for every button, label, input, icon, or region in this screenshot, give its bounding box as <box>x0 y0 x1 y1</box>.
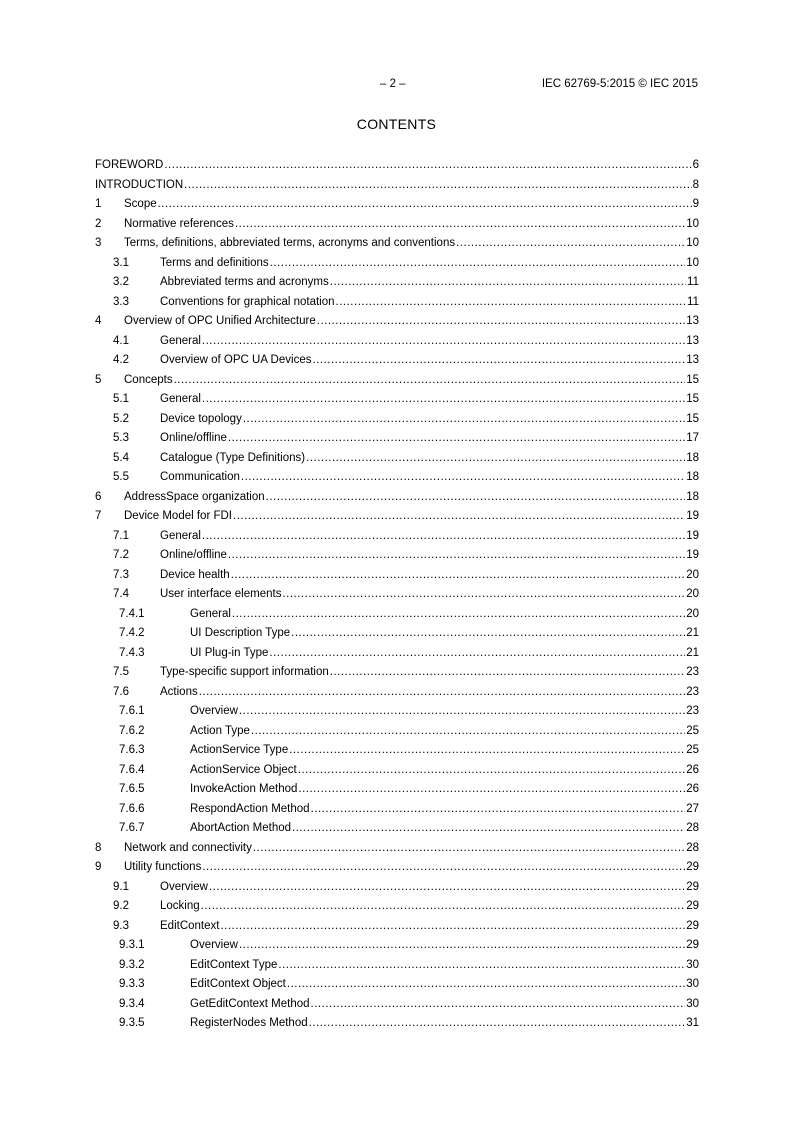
toc-entry[interactable] <box>95 295 699 309</box>
dot-leader <box>330 665 685 679</box>
toc-entry[interactable] <box>95 685 699 699</box>
toc-entry-title: Network and connectivity <box>124 841 252 854</box>
toc-entry[interactable] <box>95 236 699 250</box>
toc-entry-page: 29 <box>686 919 699 932</box>
toc-entry[interactable] <box>95 197 699 211</box>
dot-leader <box>174 373 686 387</box>
dot-leader <box>202 392 685 406</box>
toc-entry[interactable] <box>95 353 699 367</box>
toc-entry-title: RespondAction Method <box>190 802 310 815</box>
toc-entry-page: 18 <box>686 471 699 483</box>
toc-entry-title: AbortAction Method <box>190 822 292 834</box>
dot-leader <box>269 646 685 660</box>
toc-entry-number: 2 <box>95 217 102 230</box>
dot-leader <box>311 997 686 1011</box>
toc-entry-title: Concepts <box>124 373 173 386</box>
toc-entry[interactable] <box>95 860 699 874</box>
toc-entry-page: 10 <box>686 256 699 269</box>
toc-entry-title: Communication <box>160 471 240 483</box>
toc-entry-page: 30 <box>686 997 699 1010</box>
toc-entry[interactable] <box>95 529 699 543</box>
dot-leader <box>158 197 692 211</box>
toc-entry-title: Action Type <box>190 724 250 737</box>
dot-leader <box>312 353 685 367</box>
toc-entry-number: 7.4.3 <box>119 646 145 659</box>
dot-leader <box>289 743 685 757</box>
toc-entry-page: 31 <box>686 1017 699 1029</box>
dot-leader <box>330 275 686 289</box>
toc-entry-number: 4.1 <box>113 334 129 347</box>
toc-entry[interactable] <box>95 919 699 933</box>
dot-leader <box>235 217 685 231</box>
page-header <box>0 78 793 92</box>
toc-entry[interactable] <box>95 821 699 835</box>
toc-entry-title: Overview <box>190 705 238 717</box>
toc-entry-title: UI Plug-in Type <box>190 646 269 659</box>
toc-entry-number: 7.4 <box>113 588 129 600</box>
dot-leader <box>228 548 685 562</box>
dot-leader <box>336 295 687 309</box>
toc-entry-page: 25 <box>686 724 699 737</box>
toc-entry[interactable] <box>95 724 699 738</box>
dot-leader <box>282 587 685 601</box>
toc-entry-number: 3.2 <box>113 276 129 288</box>
toc-entry-title: Abbreviated terms and acronyms <box>160 276 329 288</box>
toc-entry-page: 26 <box>686 763 699 776</box>
toc-entry-page: 25 <box>686 744 699 756</box>
dot-leader <box>266 490 686 504</box>
toc-entry-number: 9.3.3 <box>119 978 145 990</box>
toc-entry-page: 27 <box>686 802 699 815</box>
dot-leader <box>298 763 685 777</box>
dot-leader <box>251 724 685 738</box>
toc-entry-number: 7.1 <box>113 529 129 542</box>
toc-entry[interactable] <box>95 451 699 465</box>
toc-entry[interactable] <box>95 802 699 816</box>
toc-entry-number: 7.5 <box>113 666 129 678</box>
page-number: – 2 – <box>380 78 406 90</box>
toc-entry[interactable] <box>95 587 699 601</box>
toc-entry-number: 8 <box>95 841 102 854</box>
toc-entry[interactable] <box>95 743 699 757</box>
toc-entry[interactable] <box>95 275 699 289</box>
toc-entry[interactable] <box>95 704 699 718</box>
dot-leader <box>201 899 686 913</box>
toc-entry[interactable] <box>95 158 699 172</box>
dot-leader <box>202 860 685 874</box>
toc-entry[interactable] <box>95 997 699 1011</box>
toc-entry-number: 7.6.6 <box>119 802 145 815</box>
toc-entry-page: 15 <box>686 373 699 386</box>
toc-entry-page: 20 <box>686 588 699 600</box>
toc-entry-title: User interface elements <box>160 588 282 600</box>
toc-entry-number: 9 <box>95 861 102 873</box>
dot-leader <box>233 509 685 523</box>
toc-entry[interactable] <box>95 412 699 426</box>
dot-leader <box>456 236 685 250</box>
toc-entry-number: 7.6.2 <box>119 724 145 737</box>
toc-entry-page: 28 <box>686 841 699 854</box>
toc-entry[interactable] <box>95 626 699 640</box>
toc-entry[interactable] <box>95 958 699 972</box>
toc-entry-page: 19 <box>686 549 699 561</box>
toc-entry-title: Locking <box>160 900 200 912</box>
dot-leader <box>311 802 686 816</box>
toc-entry[interactable] <box>95 880 699 894</box>
toc-entry-title: EditContext <box>160 919 220 932</box>
toc-entry[interactable] <box>95 373 699 387</box>
toc-entry-number: 7 <box>95 510 102 522</box>
toc-entry[interactable] <box>95 977 699 991</box>
toc-entry-title: General <box>190 607 231 620</box>
toc-entry[interactable] <box>95 763 699 777</box>
toc-entry-page: 18 <box>686 451 699 464</box>
toc-entry-number: 9.3 <box>113 919 129 932</box>
dot-leader <box>202 529 685 543</box>
toc-entry-page: 21 <box>686 646 699 659</box>
toc-entry-number: 9.2 <box>113 900 129 912</box>
dot-leader <box>317 314 685 328</box>
toc-entry[interactable] <box>95 568 699 582</box>
toc-entry-title: Overview <box>160 880 208 893</box>
toc-entry[interactable] <box>95 334 699 348</box>
toc-entry-number: 7.6.1 <box>119 705 145 717</box>
toc-entry-page: 19 <box>686 529 699 542</box>
toc-entry-title: Overview of OPC UA Devices <box>160 354 312 366</box>
dot-leader <box>228 431 685 445</box>
toc-entry[interactable] <box>95 509 699 523</box>
toc-entry-number: 9.3.2 <box>119 958 145 971</box>
toc-entry[interactable] <box>95 431 699 445</box>
toc-entry-page: 29 <box>686 880 699 893</box>
toc-entry[interactable] <box>95 899 699 913</box>
toc-entry-number: 7.4.2 <box>119 627 145 639</box>
dot-leader <box>243 412 685 426</box>
toc-entry-title: Type-specific support information <box>160 666 329 678</box>
toc-entry-number: 7.2 <box>113 549 129 561</box>
toc-entry-page: 29 <box>686 900 699 912</box>
toc-entry-page: 6 <box>692 159 699 171</box>
toc-entry-page: 23 <box>686 705 699 717</box>
dot-leader <box>306 451 685 465</box>
toc-entry[interactable] <box>95 256 699 270</box>
dot-leader <box>241 470 685 484</box>
toc-entry-title: Terms, definitions, abbreviated terms, acronyms and conventions <box>124 237 456 249</box>
toc-entry-title: Device topology <box>160 412 242 425</box>
toc-entry-title: Overview of OPC Unified Architecture <box>124 315 316 327</box>
toc-entry-page: 15 <box>686 412 699 425</box>
dot-leader <box>298 782 685 796</box>
dot-leader <box>278 958 685 972</box>
toc-entry-number: 7.6.3 <box>119 744 145 756</box>
toc-entry-page: 29 <box>686 861 699 873</box>
toc-entry-number: 5.5 <box>113 471 129 483</box>
toc-entry-page: 30 <box>686 978 699 990</box>
toc-entry[interactable] <box>95 665 699 679</box>
toc-entry-number: 9.3.5 <box>119 1017 145 1029</box>
toc-entry-title: Utility functions <box>124 861 202 873</box>
toc-entry-title: General <box>160 529 201 542</box>
toc-entry-title: FOREWORD <box>95 159 164 171</box>
toc-entry-title: Catalogue (Type Definitions) <box>160 451 306 464</box>
toc-entry-number: 9.3.4 <box>119 997 145 1010</box>
toc-entry-number: 7.6.7 <box>119 822 145 834</box>
toc-entry[interactable] <box>95 607 699 621</box>
toc-entry-number: 3.1 <box>113 256 129 269</box>
dot-leader <box>287 977 685 991</box>
toc-entry-page: 28 <box>686 822 699 834</box>
toc-entry-page: 23 <box>686 685 699 698</box>
toc-entry-page: 9 <box>692 198 699 210</box>
toc-entry[interactable] <box>95 392 699 406</box>
dot-leader <box>231 568 686 582</box>
toc-entry-page: 10 <box>686 237 699 249</box>
toc-entry-page: 21 <box>686 627 699 639</box>
dot-leader <box>199 685 685 699</box>
toc-entry-number: 4.2 <box>113 354 129 366</box>
toc-entry[interactable] <box>95 841 699 855</box>
dot-leader <box>270 256 686 270</box>
toc-entry-page: 20 <box>686 568 699 581</box>
toc-entry-title: Online/offline <box>160 549 227 561</box>
dot-leader <box>292 821 685 835</box>
toc-entry-title: General <box>160 334 201 347</box>
dot-leader <box>202 334 685 348</box>
toc-entry-number: 3.3 <box>113 295 129 308</box>
toc-entry-number: 1 <box>95 198 102 210</box>
toc-entry-title: Scope <box>124 198 157 210</box>
toc-entry-number: 4 <box>95 315 102 327</box>
toc-entry-title: RegisterNodes Method <box>190 1017 308 1029</box>
toc-entry-title: AddressSpace organization <box>124 490 265 503</box>
dot-leader <box>253 841 685 855</box>
toc-entry[interactable] <box>95 1016 699 1030</box>
dot-leader <box>184 178 691 192</box>
toc-entry-title: Online/offline <box>160 432 227 444</box>
toc-entry-number: 7.6.5 <box>119 783 145 795</box>
toc-entry-title: Device Model for FDI <box>124 510 233 522</box>
toc-entry-number: 7.3 <box>113 568 129 581</box>
dot-leader <box>239 704 685 718</box>
toc-entry-page: 15 <box>686 393 699 405</box>
toc-entry[interactable] <box>95 782 699 796</box>
toc-entry-page: 29 <box>686 939 699 951</box>
toc-entry-number: 5.2 <box>113 412 129 425</box>
toc-entry[interactable] <box>95 314 699 328</box>
toc-entry-page: 13 <box>686 315 699 327</box>
toc-entry[interactable] <box>95 646 699 660</box>
dot-leader <box>220 919 685 933</box>
toc-entry[interactable] <box>95 217 699 231</box>
dot-leader <box>232 607 685 621</box>
toc-entry-title: EditContext Object <box>190 978 286 990</box>
toc-entry-number: 9.1 <box>113 880 129 893</box>
toc-entry[interactable] <box>95 470 699 484</box>
dot-leader <box>309 1016 686 1030</box>
toc-entry-title: EditContext Type <box>190 958 278 971</box>
toc-entry-number: 7.6 <box>113 685 129 698</box>
toc-entry[interactable] <box>95 548 699 562</box>
toc-entry-title: Overview <box>190 939 238 951</box>
toc-entry-page: 26 <box>686 783 699 795</box>
dot-leader <box>291 626 685 640</box>
toc-entry-title: GetEditContext Method <box>190 997 310 1010</box>
toc-entry-number: 7.4.1 <box>119 607 145 620</box>
toc-entry-title: ActionService Object <box>190 763 297 776</box>
toc-entry-title: INTRODUCTION <box>95 178 184 191</box>
contents-heading: CONTENTS <box>356 116 437 132</box>
toc-entry-page: 30 <box>686 958 699 971</box>
toc-entry-page: 23 <box>686 666 699 678</box>
toc-entry-page: 11 <box>687 276 699 288</box>
toc-entry-page: 10 <box>686 217 699 230</box>
toc-entry-page: 18 <box>686 490 699 503</box>
toc-entry-page: 17 <box>686 432 699 444</box>
toc-entry-number: 9.3.1 <box>119 939 145 951</box>
toc-entry-page: 13 <box>686 354 699 366</box>
toc-entry-page: 11 <box>687 295 699 308</box>
toc-entry-number: 7.6.4 <box>119 763 145 776</box>
toc-entry-number: 5.4 <box>113 451 129 464</box>
toc-entry-number: 5.3 <box>113 432 129 444</box>
toc-entry-page: 13 <box>686 334 699 347</box>
dot-leader <box>239 938 685 952</box>
toc-entry-title: InvokeAction Method <box>190 783 298 795</box>
toc-entry[interactable] <box>95 490 699 504</box>
toc-entry-title: Conventions for graphical notation <box>160 295 335 308</box>
toc-entry-title: Normative references <box>124 217 234 230</box>
toc-entry-page: 19 <box>686 510 699 522</box>
toc-entry-number: 3 <box>95 237 102 249</box>
toc-entry[interactable] <box>95 178 699 192</box>
toc-entry[interactable] <box>95 938 699 952</box>
toc-entry-page: 8 <box>692 178 699 191</box>
table-of-contents <box>95 158 699 1030</box>
toc-entry-title: Terms and definitions <box>160 256 269 269</box>
toc-entry-title: Device health <box>160 568 230 581</box>
toc-entry-number: 6 <box>95 490 102 503</box>
dot-leader <box>164 158 691 172</box>
toc-entry-page: 20 <box>686 607 699 620</box>
toc-entry-number: 5 <box>95 373 102 386</box>
toc-entry-title: Actions <box>160 685 198 698</box>
toc-entry-title: UI Description Type <box>190 627 291 639</box>
dot-leader <box>209 880 685 894</box>
standard-reference: IEC 62769-5:2015 © IEC 2015 <box>541 78 698 90</box>
toc-entry-title: General <box>160 393 201 405</box>
toc-entry-number: 5.1 <box>113 393 129 405</box>
toc-entry-title: ActionService Type <box>190 744 289 756</box>
